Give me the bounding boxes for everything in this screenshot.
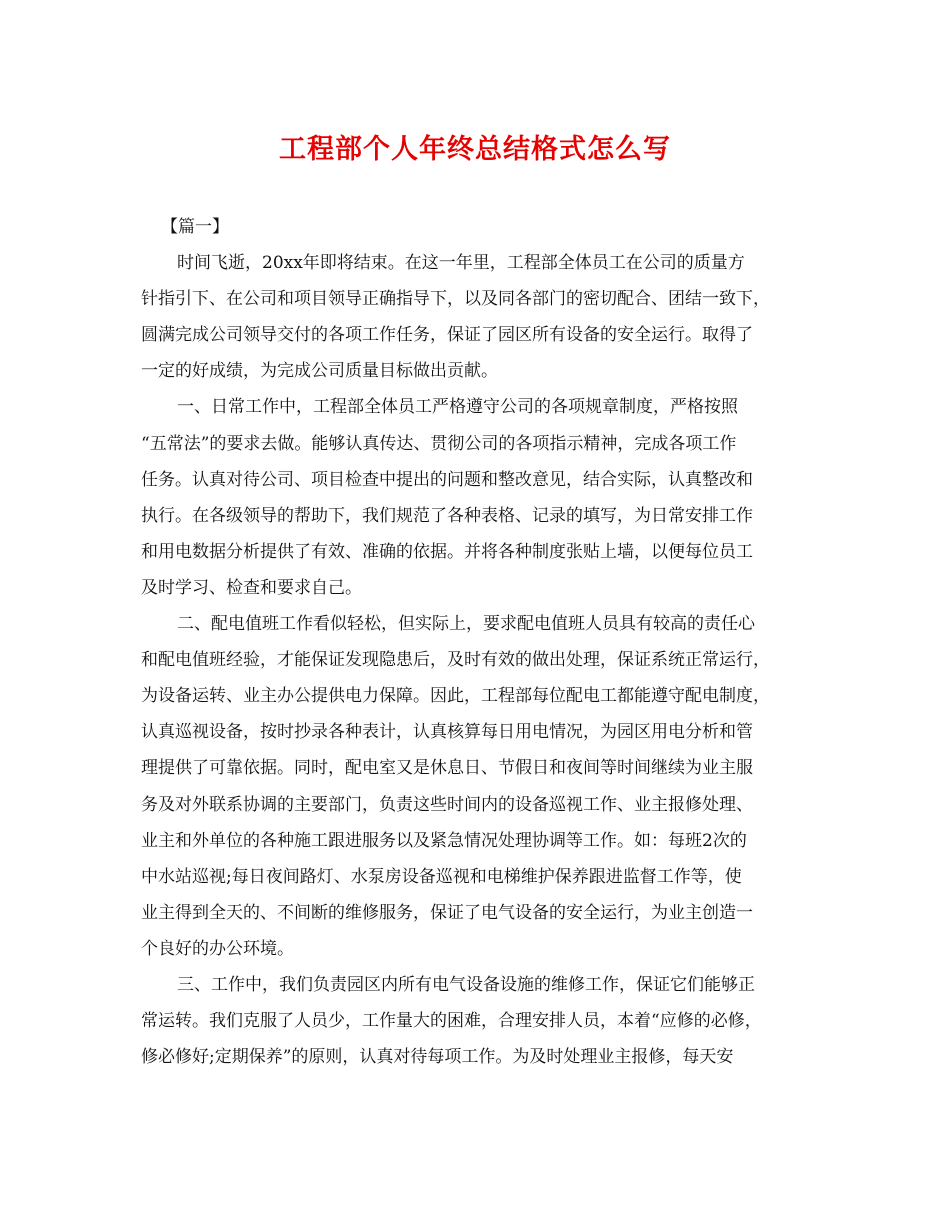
text-line: 时间飞逝，20xx年即将结束。在这一年里，工程部全体员工在公司的质量方 [177, 253, 745, 274]
text-line: “五常法”的要求去做。能够认真传达、贯彻公司的各项指示精神，完成各项工作 [141, 433, 737, 454]
text-line: 任务。认真对待公司、项目检查中提出的问题和整改意见，结合实际，认真整改和 [141, 469, 753, 490]
text-line: 和配电值班经验，才能保证发现隐患后，及时有效的做出处理，保证系统正常运行， [141, 650, 770, 671]
text-line: 常运转。我们克服了人员少，工作量大的困难，合理安排人员，本着“应修的必修， [141, 1011, 762, 1032]
document-body [141, 209, 821, 1075]
text-line: 和用电数据分析提供了有效、准确的依据。并将各种制度张贴上墙，以便每位员工 [141, 541, 753, 562]
text-line: 理提供了可靠依据。同时，配电室又是休息日、节假日和夜间等时间继续为业主服 [141, 758, 753, 779]
text-line: 为设备运转、业主办公提供电力保障。因此，工程部每位配电工都能遵守配电制度， [141, 686, 770, 707]
text-line: 二、配电值班工作看似轻松，但实际上，要求配电值班人员具有较高的责任心 [177, 614, 755, 635]
text-line: 执行。在各级领导的帮助下，我们规范了各种表格、记录的填写，为日常安排工作 [141, 505, 753, 526]
text-line: 圆满完成公司领导交付的各项工作任务，保证了园区所有设备的安全运行。取得了 [141, 325, 753, 346]
text-line: 个良好的办公环境。 [141, 938, 294, 959]
text-line: 业主和外单位的各种施工跟进服务以及紧急情况处理协调等工作。如：每班2次的 [141, 830, 747, 851]
text-line: 修必修好;定期保养”的原则，认真对待每项工作。为及时处理业主报修，每天安 [141, 1047, 734, 1068]
text-line: 认真巡视设备，按时抄录各种表计，认真核算每日用电情况，为园区用电分析和管 [141, 722, 753, 743]
text-line: 业主得到全天的、不间断的维修服务，保证了电气设备的安全运行，为业主创造一 [141, 902, 753, 923]
text-line: 务及对外联系协调的主要部门，负责这些时间内的设备巡视工作、业主报修处理、 [141, 794, 753, 815]
document-title: 工程部个人年终总结格式怎么写 [279, 134, 671, 165]
text-line: 三、工作中，我们负责园区内所有电气设备设施的维修工作，保证它们能够正 [177, 974, 755, 995]
text-line: 及时学习、检查和要求自己。 [141, 577, 362, 598]
text-line: 中水站巡视;每日夜间路灯、水泵房设备巡视和电梯维护保养跟进监督工作等，使 [141, 866, 742, 887]
text-line: 一、日常工作中，工程部全体员工严格遵守公司的各项规章制度，严格按照 [177, 397, 738, 418]
section-heading: 【篇一】 [161, 217, 229, 237]
text-line: 针指引下、在公司和项目领导正确指导下，以及同各部门的密切配合、团结一致下， [141, 289, 770, 310]
text-line: 一定的好成绩，为完成公司质量目标做出贡献。 [141, 361, 498, 382]
